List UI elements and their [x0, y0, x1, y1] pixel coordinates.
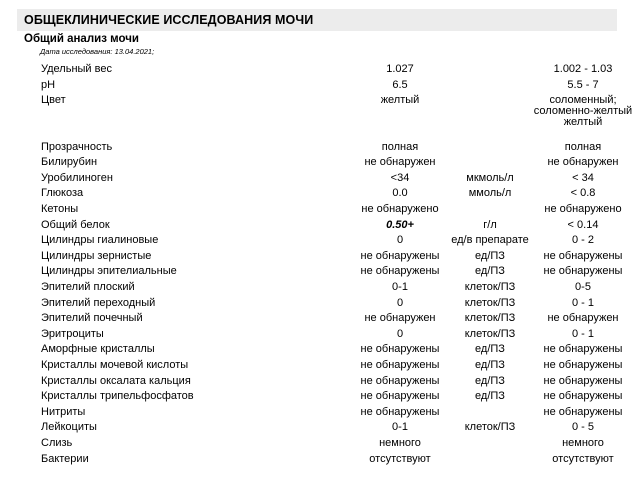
parameter-name: Бактерии [41, 452, 89, 465]
reference-range: < 0.8 [570, 187, 596, 200]
parameter-value: 0 [396, 327, 404, 340]
parameter-value: не обнаружены [360, 405, 440, 418]
table-row [0, 62, 620, 78]
reference-range: не обнаружены [543, 359, 623, 371]
table-row [0, 296, 620, 312]
parameter-name: Прозрачность [41, 140, 113, 153]
table-row [0, 436, 620, 452]
results-table [0, 62, 633, 467]
reference-range: < 0.14 [567, 218, 599, 231]
parameter-unit: ед/ПЗ [475, 249, 505, 262]
parameter-unit: клеток/ПЗ [464, 281, 516, 294]
parameter-name: Эпителий почечный [41, 312, 143, 325]
reference-range: полная [564, 140, 602, 153]
parameter-name: Билирубин [41, 156, 98, 169]
parameter-name: Слизь [41, 436, 73, 449]
parameter-name: Аморфные кристаллы [41, 343, 155, 356]
parameter-value: 1.027 [386, 63, 414, 75]
parameter-value: отсутствуют [369, 452, 431, 465]
reference-range: не обнаружены [543, 249, 623, 262]
parameter-unit: ед/ПЗ [475, 390, 505, 403]
parameter-name: Кристаллы трипельфосфатов [41, 390, 194, 403]
parameter-value-abnormal: 0.50+ [386, 218, 414, 231]
reference-range: < 34 [572, 171, 594, 184]
table-row [0, 342, 623, 358]
table-row [0, 140, 620, 156]
reference-range: немного [562, 436, 604, 449]
reference-range: не обнаружены [543, 265, 623, 278]
reference-range: отсутствуют [552, 452, 614, 465]
parameter-name: Глюкоза [41, 187, 84, 200]
table-row [0, 311, 620, 327]
table-row [0, 249, 623, 265]
parameter-name: Кристаллы оксалата кальция [41, 374, 191, 387]
parameter-name: Эпителий переходный [41, 296, 156, 309]
parameter-unit: клеток/ПЗ [464, 421, 516, 434]
reference-range: 0 - 2 [571, 234, 594, 247]
reference-range: не обнаружен [547, 156, 619, 169]
parameter-name: Кетоны [41, 203, 79, 216]
reference-range: 0-5 [575, 281, 591, 294]
parameter-name: Цилиндры гиалиновые [41, 234, 159, 247]
table-row [0, 233, 620, 249]
parameter-name: Лейкоциты [41, 421, 97, 434]
table-row [0, 186, 620, 202]
parameter-unit: ед/ПЗ [475, 343, 505, 356]
parameter-value: не обнаружен [364, 156, 436, 169]
parameter-unit: ммоль/л [468, 187, 512, 200]
reference-range: 0 - 1 [571, 296, 594, 309]
reference-range: не обнаружены [543, 390, 623, 403]
table-row [0, 358, 623, 374]
parameter-value: не обнаружен [364, 312, 436, 325]
parameter-value: полная [381, 140, 419, 153]
reference-range: не обнаружены [543, 374, 623, 387]
table-row [0, 93, 633, 140]
parameter-name: Цилиндры зернистые [41, 249, 152, 262]
reference-range: не обнаружены [543, 343, 623, 356]
table-row [0, 171, 620, 187]
table-row [0, 264, 623, 280]
analysis-title: Общий анализ мочи [24, 33, 139, 45]
section-title: ОБЩЕКЛИНИЧЕСКИЕ ИССЛЕДОВАНИЯ МОЧИ [24, 13, 314, 27]
parameter-name: Эритроциты [41, 327, 104, 340]
reference-range: не обнаружено [544, 203, 622, 216]
table-row [0, 218, 620, 234]
parameter-value: не обнаружено [361, 203, 439, 216]
table-row [0, 389, 623, 405]
parameter-value: желтый [380, 94, 420, 107]
parameter-unit: клеток/ПЗ [464, 327, 516, 340]
parameter-value: не обнаружены [360, 374, 440, 387]
parameter-name: Кристаллы мочевой кислоты [41, 359, 189, 371]
analysis-date: Дата исследования: 13.04.2021; [40, 47, 155, 56]
parameter-unit: клеток/ПЗ [464, 296, 516, 309]
reference-range: 0 - 5 [571, 421, 594, 434]
table-row [0, 202, 620, 218]
table-row [0, 420, 620, 436]
parameter-unit: ед/ПЗ [475, 265, 505, 278]
table-row [0, 155, 620, 171]
parameter-name: Эпителий плоский [41, 281, 135, 294]
parameter-value: не обнаружены [360, 265, 440, 278]
parameter-unit: г/л [483, 218, 497, 231]
table-row [0, 280, 620, 296]
parameter-value: не обнаружены [360, 359, 440, 371]
parameter-unit: ед/ПЗ [475, 374, 505, 387]
parameter-name: Цилиндры эпителиальные [41, 265, 177, 278]
parameter-name: pH [41, 78, 56, 91]
parameter-unit: ед/в препарате [451, 234, 529, 247]
reference-range: не обнаружен [547, 312, 619, 325]
table-row [0, 405, 623, 421]
parameter-value: не обнаружены [360, 343, 440, 356]
parameter-value: не обнаружены [360, 390, 440, 403]
reference-range: соломенный; соломенно-желтый желтый [533, 94, 633, 129]
parameter-value: 0 [396, 296, 404, 309]
parameter-name: Общий белок [41, 218, 110, 231]
table-row [0, 452, 620, 468]
reference-range: 1.002 - 1.03 [553, 63, 613, 75]
parameter-value: 0-1 [392, 281, 408, 294]
parameter-name: Удельный вес [41, 63, 112, 75]
parameter-name: Уробилиноген [41, 171, 113, 184]
table-row [0, 374, 623, 390]
table-row [0, 327, 620, 343]
parameter-unit: мкмоль/л [466, 171, 514, 184]
reference-range: 0 - 1 [571, 327, 594, 340]
parameter-value: 0-1 [392, 421, 408, 434]
table-row [0, 78, 620, 94]
parameter-value: 0 [396, 234, 404, 247]
parameter-name: Цвет [41, 94, 66, 107]
parameter-unit: клеток/ПЗ [464, 312, 516, 325]
parameter-unit: ед/ПЗ [475, 359, 505, 371]
reference-range: не обнаружены [543, 405, 623, 418]
reference-range: 5.5 - 7 [567, 78, 599, 91]
section-header [17, 9, 617, 31]
parameter-value: 6.5 [392, 78, 408, 91]
parameter-value: <34 [390, 171, 410, 184]
parameter-value: 0.0 [392, 187, 408, 200]
parameter-value: немного [379, 436, 421, 449]
parameter-value: не обнаружены [360, 249, 440, 262]
parameter-name: Нитриты [41, 405, 86, 418]
